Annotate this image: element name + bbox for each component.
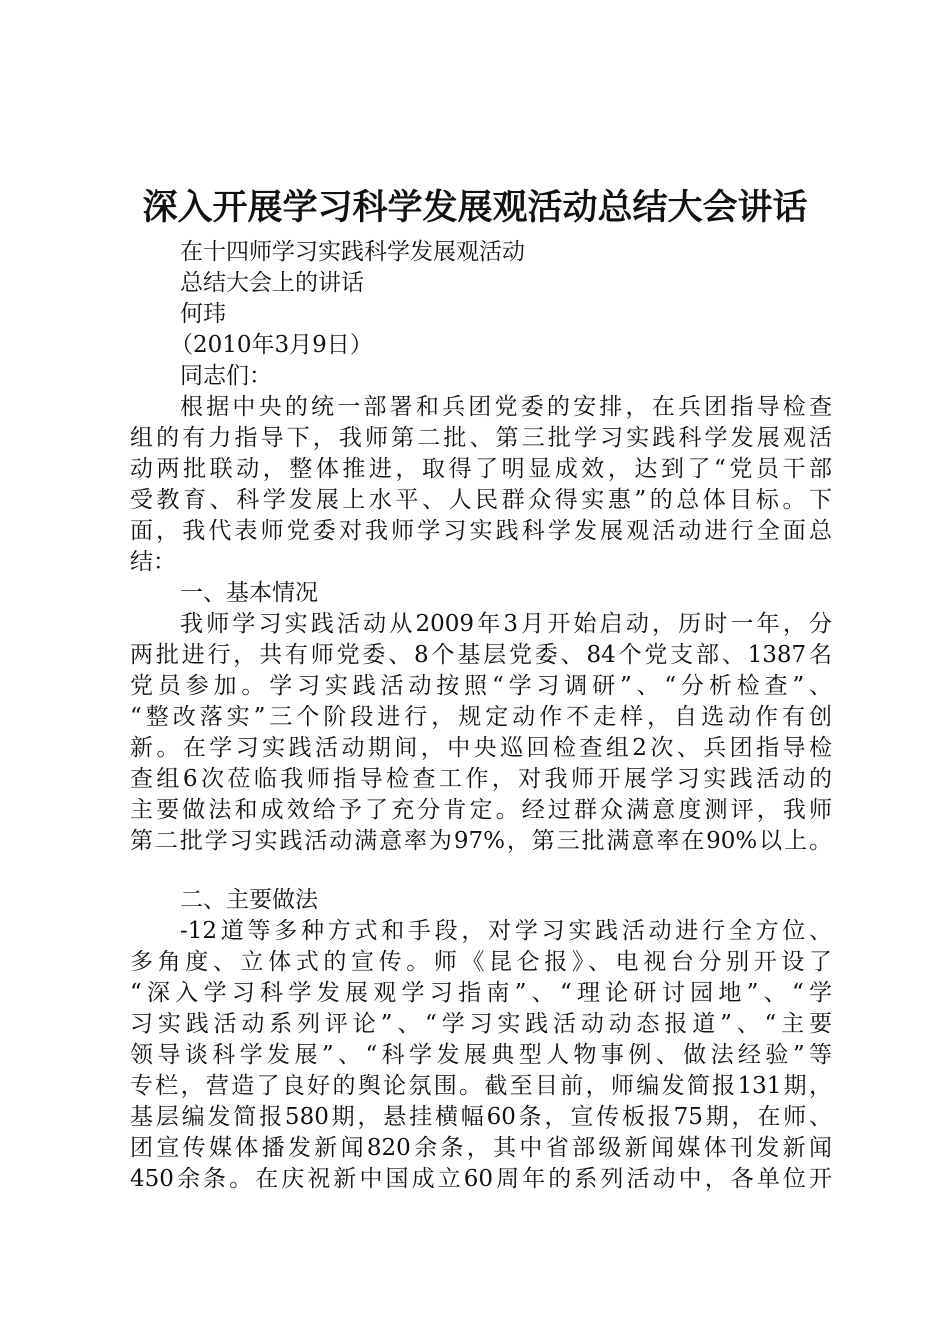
- paragraph-line: 团宣传媒体播发新闻820余条，其中省部级新闻媒体刊发新闻: [130, 1135, 832, 1161]
- paragraph-line: 多角度、立体式的宣传。师《昆仑报》、电视台分别开设了: [130, 949, 832, 975]
- paragraph-line: 查组6次莅临我师指导检查工作，对我师开展学习实践活动的: [130, 766, 832, 792]
- paragraph-line: 领导谈科学发展”、“科学发展典型人物事例、做法经验”等: [130, 1042, 832, 1068]
- paragraph-line: “整改落实”三个阶段进行，规定动作不走样，自选动作有创: [130, 704, 832, 730]
- paragraph-line: 动两批联动，整体推进，取得了明显成效，达到了“党员干部: [130, 456, 832, 482]
- paragraph-line: 面，我代表师党委对我师学习实践科学发展观活动进行全面总: [130, 518, 832, 544]
- document-body: [130, 237, 832, 1195]
- paragraph-line: 受教育、科学发展上水平、人民群众得实惠”的总体目标。下: [130, 487, 832, 513]
- paragraph-line: -12道等多种方式和手段，对学习实践活动进行全方位、: [180, 918, 832, 944]
- paragraph-line: 习实践活动系列评论”、“学习实践活动动态报道”、“主要: [130, 1011, 832, 1037]
- paragraph-line: 党员参加。学习实践活动按照“学习调研”、“分析检查”、: [130, 673, 832, 699]
- section-heading: 一、基本情况: [180, 580, 318, 606]
- paragraph-gap: [130, 857, 832, 885]
- paragraph-line: 专栏，营造了良好的舆论氛围。截至目前，师编发简报131期，: [130, 1073, 832, 1099]
- speaker-name: 何玮: [180, 301, 226, 327]
- paragraph-line: “深入学习科学发展观学习指南”、“理论研讨园地”、“学: [130, 980, 832, 1006]
- paragraph-line: 组的有力指导下，我师第二批、第三批学习实践科学发展观活: [130, 425, 832, 451]
- paragraph-line: 基层编发简报580期，悬挂横幅60条，宣传板报75期，在师、: [130, 1104, 832, 1130]
- paragraph-line: 新。在学习实践活动期间，中央巡回检查组2次、兵团指导检: [130, 735, 832, 761]
- section-heading: 二、主要做法: [180, 887, 318, 913]
- paragraph-line: 主要做法和成效给予了充分肯定。经过群众满意度测评，我师: [130, 797, 832, 823]
- paragraph-line: 根据中央的统一部署和兵团党委的安排，在兵团指导检查: [180, 394, 832, 420]
- document-title: 深入开展学习科学发展观活动总结大会讲话: [142, 187, 808, 228]
- paragraph-line: 两批进行，共有师党委、8个基层党委、84个党支部、1387名: [130, 642, 832, 668]
- paragraph-line: 结：: [130, 549, 176, 575]
- paragraph-line: 450余条。在庆祝新中国成立60周年的系列活动中，各单位开: [130, 1166, 832, 1192]
- paragraph-line: 我师学习实践活动从2009年3月开始启动，历时一年，分: [180, 611, 832, 637]
- subtitle-line: 总结大会上的讲话: [180, 270, 364, 296]
- subtitle-line: 在十四师学习实践科学发展观活动: [180, 239, 525, 265]
- salutation: 同志们：: [180, 363, 272, 389]
- paragraph-line: 第二批学习实践活动满意率为97%，第三批满意率在90%以上。: [130, 828, 832, 854]
- speech-date: （2010年3月9日）: [170, 332, 373, 358]
